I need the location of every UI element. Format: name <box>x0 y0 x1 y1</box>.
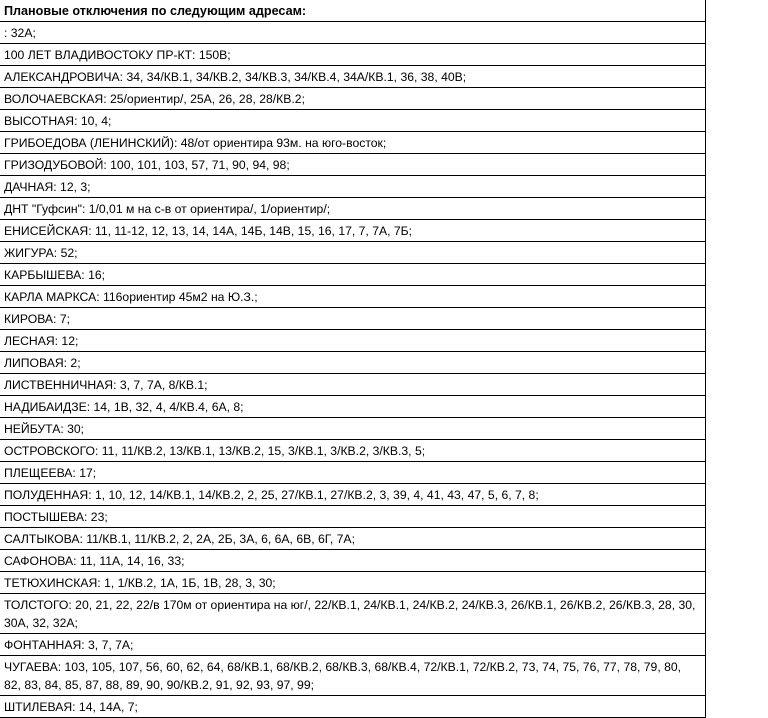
table-title: Плановые отключения по следующим адресам: <box>4 4 307 18</box>
address-row: ДНТ "Гуфсин": 1/0,01 м на с-в от ориентира/, 1/ориентир/; <box>0 197 705 219</box>
address-row: АЛЕКСАНДРОВИЧА: 34, 34/КВ.1, 34/КВ.2, 34/КВ.3, 34/КВ.4, 34А/КВ.1, 36, 38, 40В; <box>0 65 705 87</box>
address-row: : 32А; <box>0 21 705 43</box>
address-row: НЕЙБУТА: 30; <box>0 417 705 439</box>
address-row: ГРИБОЕДОВА (ЛЕНИНСКИЙ): 48/от ориентира 93м. на юго-восток; <box>0 131 705 153</box>
address-row: ФОНТАННАЯ: 3, 7, 7А; <box>0 633 705 655</box>
address-row: ДАЧНАЯ: 12, 3; <box>0 175 705 197</box>
address-row: ЖИГУРА: 52; <box>0 241 705 263</box>
address-row: ГРИЗОДУБОВОЙ: 100, 101, 103, 57, 71, 90, 94, 98; <box>0 153 705 175</box>
address-row: ЛЕСНАЯ: 12; <box>0 329 705 351</box>
address-row: ВОЛОЧАЕВСКАЯ: 25/ориентир/, 25А, 26, 28, 28/КВ.2; <box>0 87 705 109</box>
address-row: ЧУГАЕВА: 103, 105, 107, 56, 60, 62, 64, 68/КВ.1, 68/КВ.2, 68/КВ.3, 68/КВ.4, 72/КВ.1, 72/КВ.2, 73, 74, 75, 76, 77, 78, 79, 80, 82, 83, 84, 85, 87, 88, 89, 90, 90/КВ.2, 91, 92, 93, 97, 99; <box>0 655 705 695</box>
address-row: САФОНОВА: 11, 11А, 14, 16, 33; <box>0 549 705 571</box>
address-row: НАДИБАИДЗЕ: 14, 1В, 32, 4, 4/КВ.4, 6А, 8; <box>0 395 705 417</box>
address-row: КИРОВА: 7; <box>0 307 705 329</box>
address-row: КАРБЫШЕВА: 16; <box>0 263 705 285</box>
address-row: ОСТРОВСКОГО: 11, 11/КВ.2, 13/КВ.1, 13/КВ.2, 15, 3/КВ.1, 3/КВ.2, 3/КВ.3, 5; <box>0 439 705 461</box>
address-row: ЕНИСЕЙСКАЯ: 11, 11-12, 12, 13, 14, 14А, 14Б, 14В, 15, 16, 17, 7, 7А, 7Б; <box>0 219 705 241</box>
address-row: САЛТЫКОВА: 11/КВ.1, 11/КВ.2, 2, 2А, 2Б, 3А, 6, 6А, 6В, 6Г, 7А; <box>0 527 705 549</box>
address-row: ШТИЛЕВАЯ: 14, 14А, 7; <box>0 695 705 717</box>
address-row: ПОСТЫШЕВА: 23; <box>0 505 705 527</box>
address-row: КАРЛА МАРКСА: 116ориентир 45м2 на Ю.З.; <box>0 285 705 307</box>
address-row: ТОЛСТОГО: 20, 21, 22, 22/в 170м от ориентира на юг/, 22/КВ.1, 24/КВ.1, 24/КВ.2, 24/КВ.3, 26/КВ.1, 26/КВ.2, 26/КВ.3, 28, 30, 30А, 32, 32А; <box>0 593 705 633</box>
address-row: 100 ЛЕТ ВЛАДИВОСТОКУ ПР-КТ: 150В; <box>0 43 705 65</box>
address-row: ПЛЕЩЕЕВА: 17; <box>0 461 705 483</box>
address-row: ПОЛУДЕННАЯ: 1, 10, 12, 14/КВ.1, 14/КВ.2, 2, 25, 27/КВ.1, 27/КВ.2, 3, 39, 4, 41, 43, 47, 5, 6, 7, 8; <box>0 483 705 505</box>
address-row: ЛИСТВЕННИЧНАЯ: 3, 7, 7А, 8/КВ.1; <box>0 373 705 395</box>
address-row: ЛИПОВАЯ: 2; <box>0 351 705 373</box>
address-row: ТЕТЮХИНСКАЯ: 1, 1/КВ.2, 1А, 1Б, 1В, 28, 3, 30; <box>0 571 705 593</box>
address-row: ВЫСОТНАЯ: 10, 4; <box>0 109 705 131</box>
